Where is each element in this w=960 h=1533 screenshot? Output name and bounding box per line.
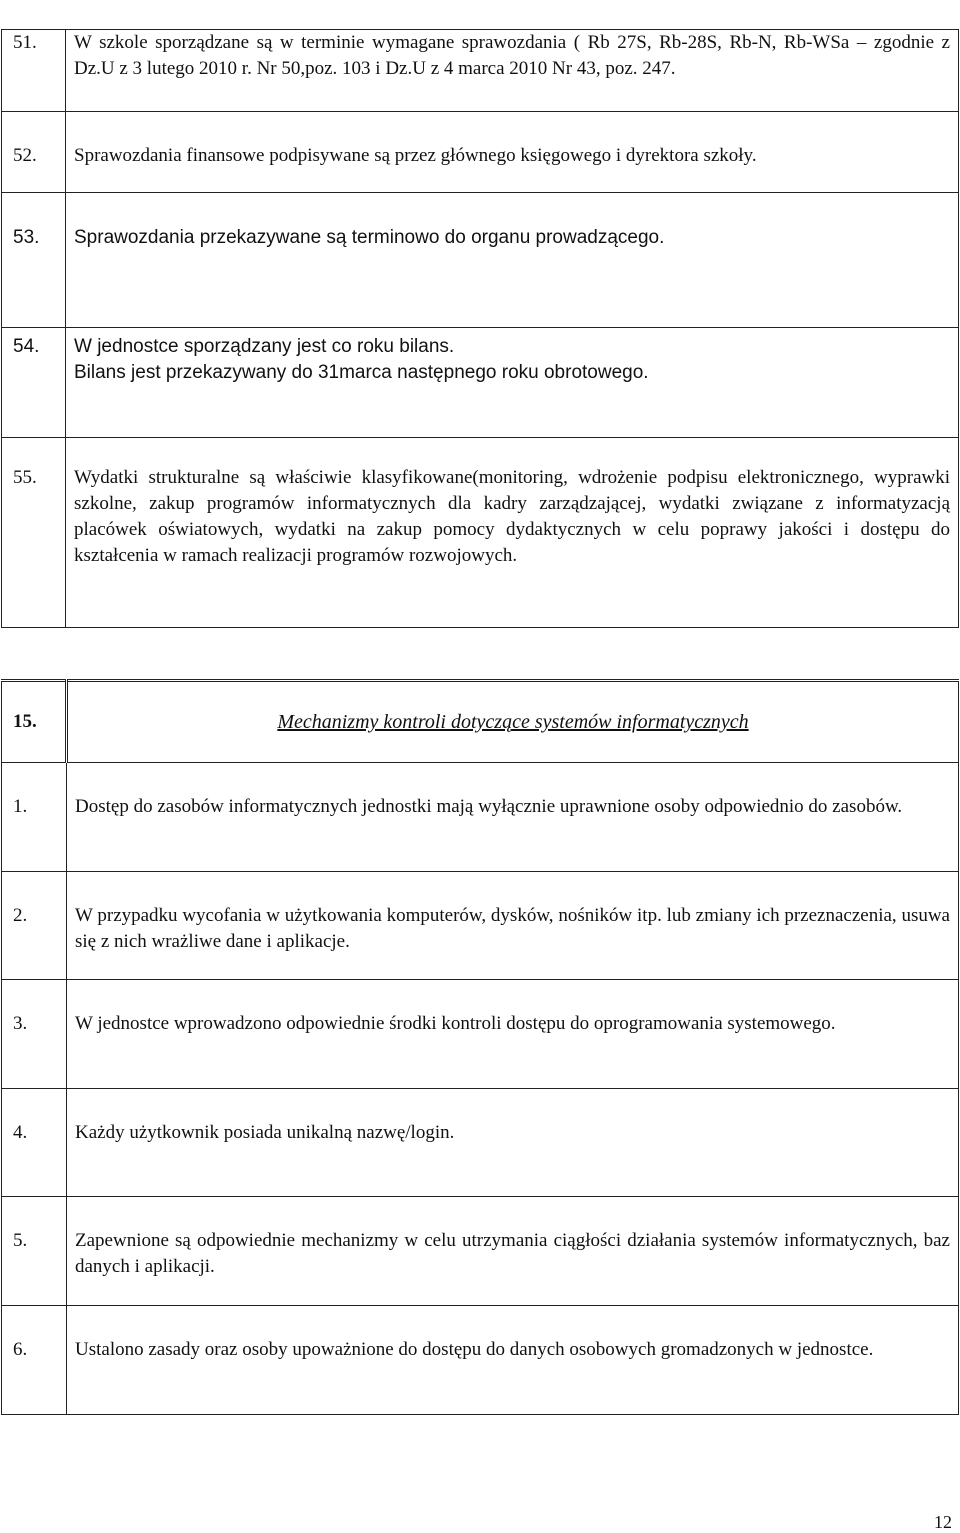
control-table-top	[1, 29, 959, 628]
item-text-line2: Bilans jest przekazywany do 31marca następnego roku obrotowego.	[74, 362, 649, 383]
section-number: 15.	[2, 681, 67, 763]
item-text: W jednostce sporządzany jest co roku bilans.	[74, 336, 455, 357]
item-number: 6.	[2, 1306, 67, 1415]
table-row	[2, 763, 959, 872]
control-table-section-15	[1, 679, 959, 1415]
table-row	[2, 438, 959, 628]
table-row	[2, 872, 959, 980]
item-text: Wydatki strukturalne są właściwie klasyfikowane(monitoring, wdrożenie podpisu elektronicznego, wyprawki szkolne, zakup programów informatycznych dla kadry zarządzającej, wydatki związane z informatyzacją placówek oświatowych, wydatki na zakup pomocy dydaktycznych w celu poprawy jakości i dostępu do kształcenia w ramach realizacji programów rozwojowych.	[66, 438, 959, 628]
item-number: 1.	[2, 763, 67, 872]
item-number: 55.	[2, 438, 66, 628]
item-text: Ustalono zasady oraz osoby upoważnione do dostępu do danych osobowych gromadzonych w jednostce.	[67, 1306, 959, 1415]
table-row	[2, 1197, 959, 1306]
item-text: Dostęp do zasobów informatycznych jednostki mają wyłącznie uprawnione osoby odpowiednio do zasobów.	[67, 763, 959, 872]
item-text: W przypadku wycofania w użytkowania komputerów, dysków, nośników itp. lub zmiany ich przeznaczenia, usuwa się z nich wrażliwe dane i aplikacje.	[67, 872, 959, 980]
item-number: 5.	[2, 1197, 67, 1306]
table-row	[2, 328, 959, 438]
item-number: 53.	[2, 193, 66, 328]
item-text: Zapewnione są odpowiednie mechanizmy w celu utrzymania ciągłości działania systemów informatycznych, baz danych i aplikacji.	[67, 1197, 959, 1306]
section-header-row	[2, 681, 959, 763]
table-row	[2, 193, 959, 328]
section-title: Mechanizmy kontroli dotyczące systemów informatycznych	[67, 681, 959, 763]
item-number: 54.	[2, 328, 66, 438]
item-text: Sprawozdania finansowe podpisywane są przez głównego księgowego i dyrektora szkoły.	[66, 112, 959, 193]
table-row	[2, 980, 959, 1089]
item-number: 52.	[2, 112, 66, 193]
item-text: W szkole sporządzane są w terminie wymagane sprawozdania ( Rb 27S, Rb-28S, Rb-N, Rb-WSa – zgodnie z Dz.U z 3 lutego 2010 r. Nr 50,poz. 103 i Dz.U z 4 marca 2010 Nr 43, poz. 247.	[66, 30, 959, 112]
item-number: 2.	[2, 872, 67, 980]
item-text-block	[66, 328, 959, 438]
item-text: Każdy użytkownik posiada unikalną nazwę/login.	[67, 1089, 959, 1197]
item-number: 3.	[2, 980, 67, 1089]
item-number: 51.	[2, 30, 66, 112]
table-row	[2, 30, 959, 112]
item-text: Sprawozdania przekazywane są terminowo do organu prowadzącego.	[66, 193, 959, 328]
item-number: 4.	[2, 1089, 67, 1197]
page-number: 12	[934, 1512, 952, 1532]
table-row	[2, 112, 959, 193]
table-row	[2, 1089, 959, 1197]
item-text: W jednostce wprowadzono odpowiednie środki kontroli dostępu do oprogramowania systemowego.	[67, 980, 959, 1089]
table-row	[2, 1306, 959, 1415]
